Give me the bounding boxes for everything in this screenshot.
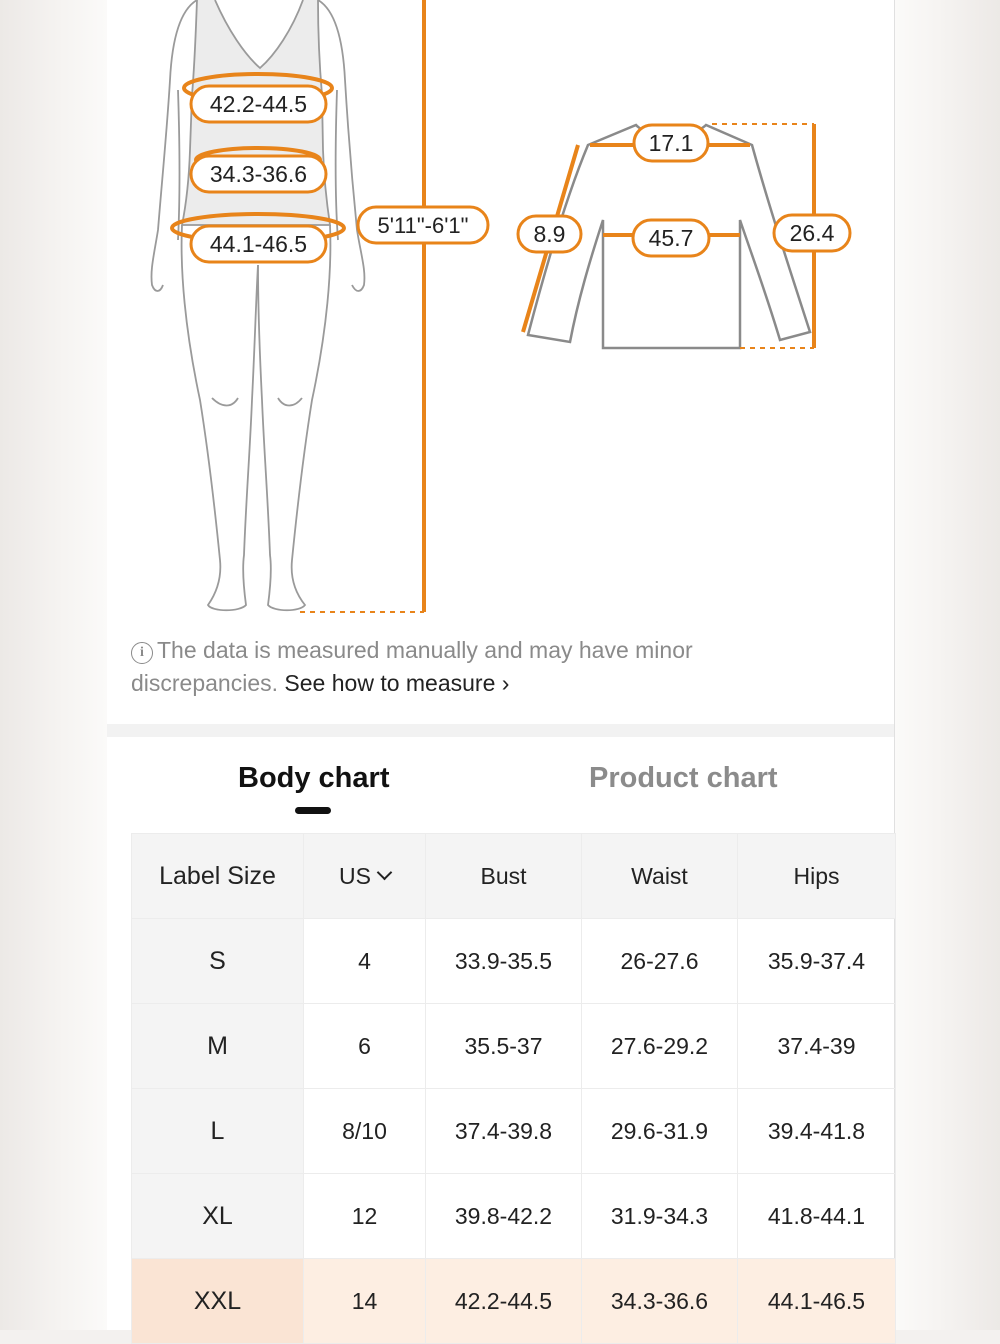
measurement-illustration <box>107 0 895 630</box>
bust-value: 42.2-44.5 <box>426 1259 582 1344</box>
chevron-right-icon: › <box>501 670 510 696</box>
background-left <box>0 0 107 1330</box>
height-range-label: 5'11"-6'1" <box>377 213 469 238</box>
waist-range-label: 34.3-36.6 <box>209 161 308 187</box>
table-row <box>132 1089 896 1174</box>
size-table <box>131 833 896 1344</box>
sleeve-pill <box>518 216 581 252</box>
us-size: 6 <box>304 1004 426 1089</box>
note-text: The data is measured manually and may have minor discrepancies. <box>131 637 693 696</box>
how-to-measure-link[interactable] <box>284 670 509 696</box>
bust-value: 37.4-39.8 <box>426 1089 582 1174</box>
hips-value: 39.4-41.8 <box>738 1089 896 1174</box>
us-size: 12 <box>304 1174 426 1259</box>
chevron-down-icon <box>377 864 393 880</box>
size-label: XXL <box>132 1259 304 1344</box>
size-label: L <box>132 1089 304 1174</box>
hips-value: 37.4-39 <box>738 1004 896 1089</box>
header-bust: Bust <box>426 834 582 919</box>
height-pill <box>358 207 488 243</box>
shoulder-label: 17.1 <box>648 130 694 156</box>
hips-value: 44.1-46.5 <box>738 1259 896 1344</box>
waist-value: 26-27.6 <box>582 919 738 1004</box>
table-row <box>132 1174 896 1259</box>
how-to-measure-label: See how to measure <box>284 670 496 696</box>
us-size: 4 <box>304 919 426 1004</box>
waist-value: 31.9-34.3 <box>582 1174 738 1259</box>
bust-range-label: 42.2-44.5 <box>209 91 308 117</box>
garment-bust-pill <box>633 220 709 256</box>
length-pill <box>774 215 850 251</box>
shoulder-pill <box>634 125 708 161</box>
bust-value: 33.9-35.5 <box>426 919 582 1004</box>
hips-value: 35.9-37.4 <box>738 919 896 1004</box>
hips-value: 41.8-44.1 <box>738 1174 896 1259</box>
header-label-size: Label Size <box>132 834 304 919</box>
table-row <box>132 919 896 1004</box>
header-waist: Waist <box>582 834 738 919</box>
waist-value: 27.6-29.2 <box>582 1004 738 1089</box>
table-row-highlighted <box>132 1259 896 1344</box>
us-size: 14 <box>304 1259 426 1344</box>
size-label: S <box>132 919 304 1004</box>
active-tab-indicator <box>295 807 331 814</box>
sleeve-label: 8.9 <box>533 221 566 247</box>
header-hips: Hips <box>738 834 896 919</box>
length-label: 26.4 <box>789 220 835 246</box>
unit-selector[interactable] <box>304 834 426 919</box>
us-size: 8/10 <box>304 1089 426 1174</box>
header-us: US <box>339 862 371 889</box>
table-header-row <box>132 834 896 919</box>
section-divider <box>107 724 895 737</box>
measurement-note <box>131 634 771 700</box>
size-label: XL <box>132 1174 304 1259</box>
bust-value: 35.5-37 <box>426 1004 582 1089</box>
bust-pill <box>191 86 326 122</box>
hips-pill <box>191 226 326 262</box>
tab-product-chart[interactable]: Product chart <box>589 762 778 794</box>
bust-value: 39.8-42.2 <box>426 1174 582 1259</box>
background-right <box>895 0 1000 1330</box>
tab-body-chart[interactable]: Body chart <box>238 762 390 794</box>
garment-bust-label: 45.7 <box>648 225 694 251</box>
waist-value: 29.6-31.9 <box>582 1089 738 1174</box>
waist-value: 34.3-36.6 <box>582 1259 738 1344</box>
hips-range-label: 44.1-46.5 <box>209 231 308 257</box>
table-row <box>132 1004 896 1089</box>
waist-pill <box>191 156 326 192</box>
info-icon: i <box>131 642 153 664</box>
size-label: M <box>132 1004 304 1089</box>
